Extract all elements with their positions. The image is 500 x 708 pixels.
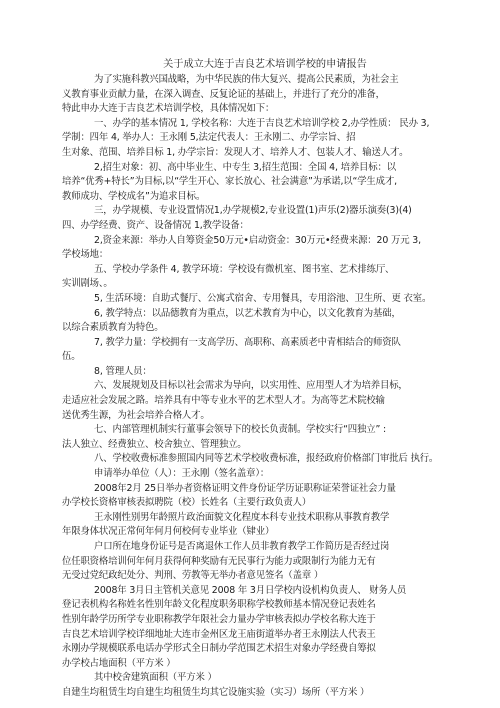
text-line: 实训剧场、。 (62, 278, 113, 290)
text-line: 七、内部管理机制实行董事会领导下的校长负责制。学校实行“四独立” : (94, 424, 387, 436)
text-line: 5, 生活环境：自助式餐厅、公寓式宿舍、专用餐具，专用浴池、卫生所、更 衣室。 (94, 292, 432, 304)
text-line: 四、办学经费、资产、设备情况 1,教学设备： (62, 219, 249, 231)
text-line: 三，办学规模、专业设置情况1,办学规模2,专业设置(1)声乐(2)器乐演奏(3)(4) (94, 205, 412, 217)
text-line: 办学校占地面积（平方米 ） (62, 657, 176, 669)
text-line: 学制：四年 4, 举办人：王永刚 5,法定代表人：王永刚二、办学宗旨、招 (62, 132, 356, 144)
text-line: 2008年 3月日主管机关意见 2008 年 3月日学校内设机构负责人、 财务人员 (94, 584, 407, 596)
text-line: 6, 教学特点：以品德教育为重点，以艺术教育为中心，以文化教育为基础， (94, 307, 401, 319)
text-line: 年限身体状况正常何年何月何校何专业毕业（肄业） (62, 526, 275, 538)
text-line: 培养“优秀+特长”为目标,以“学生开心、家长放心、社会满意”为承诺,以“学生成才, (62, 176, 397, 188)
text-line: 为了实施科教兴国战略，为中华民族的伟大复兴、提高公民素质，为社会主 (94, 74, 399, 85)
text-line: 户口所在地身份证号是否离退休工作人员非教育教学工作简历是否经过岗 (94, 541, 390, 552)
text-line: 伍。 (62, 351, 81, 363)
text-line: 自建生均租赁生均自建生均租赁生均其它设施实验（实习）场所（平方米 ） (62, 686, 370, 698)
text-line: 2,资金来源：举办人自筹资金50万元•启动资金：30万元•经费来源：20 万元 3, (94, 234, 421, 246)
text-line: 登记表机构名称姓名性别年龄文化程度职务职称学校教师基本情况登记表姓名 (62, 599, 376, 611)
text-line: 特此申办大连于吉良艺术培训学校，具体情况如下： (62, 103, 275, 115)
text-line: 位任职资格培训何年何月获得何种奖励有无民事行为能力或限制行为能力无有 (62, 555, 376, 567)
text-line: 八、学校收费标准参照国内同等艺术学校收费标准，报经政府价格部门审批后 执行。 (94, 453, 439, 465)
text-line: 办学校长资格审核表拟聘院（校）长姓名（主要行政负责人） (62, 497, 312, 509)
document-title: 关于成立大连于吉良艺术培训学校的申请报告 (163, 59, 367, 70)
text-line: 无受过党纪政纪处分、判刑、劳教等无举办者意见签名（盖章 ） (62, 570, 324, 582)
text-line: 六、发展规划及目标以社会需求为导向，以实用性、应用型人才为培养目标， (94, 380, 408, 392)
text-line: 五、学校办学条件 4, 教学环境：学校设有微机室、图书室、艺术排练厅、 (94, 263, 395, 275)
text-line: 吉良艺术培训学校详细地址大连市金州区龙王庙街道举办者王永刚法人代表王 (62, 628, 376, 640)
text-line: 8, 管理人员： (94, 365, 152, 377)
text-line: 申请举办单位（人）：王永刚（签名盖章）： (94, 468, 270, 480)
text-line: 学校场地： (62, 249, 109, 261)
text-line: 走适应社会发展之路。培养具有中等专业水平的艺术型人才。为高等艺术院校输 (62, 395, 385, 407)
text-line: 永刚办学规模联系电话办学形式全日制办学范围艺术招生对象办学经费自筹拟 (62, 643, 376, 655)
text-line: 2,招生对象：初、高中毕业生、中专生 3,招生范围：全国 4, 培养目标：以 (94, 161, 396, 173)
text-line: 生对象、范围、培养目标 1, 办学宗旨：发现人才、培养人才、包装人才、输送人才。 (62, 146, 409, 158)
text-line: 7, 教学力量：学校拥有一支高学历、高职称、高素质老中青相结合的师资队 (94, 336, 401, 348)
text-line: 以综合素质教育为特色。 (62, 322, 164, 334)
text-line: 法人独立、经费独立、校舍独立、管理独立。 (62, 438, 247, 450)
text-line: 一、办学的基本情况 1, 学校名称：大连于吉良艺术培训学校 2,办学性质： 民办 3, (94, 117, 430, 129)
text-line: 性别年龄学历所学专业职称教学年限社会力量办学审核表拟办学校名称大连于 (62, 613, 376, 625)
text-line: 王永刚性别男年龄照片政治面貌文化程度本科专业技术职称从事教育教学 (94, 511, 390, 523)
document-body (62, 73, 456, 701)
text-line: 其中校舍建筑面积（平方米 ） (94, 672, 217, 684)
text-line: 义教育事业贡献力量，在深入调查、反复论证的基础上，并进行了充分的准备， (62, 88, 385, 100)
text-line: 送优秀生源，为社会培养合格人才。 (62, 409, 210, 421)
text-line: 教师成功、学校成名”为追求目标。 (62, 190, 206, 202)
text-line: 2008年2月 25日举办者资格证明文件身份证学历证职称证荣誉证社会力量 (94, 482, 396, 494)
